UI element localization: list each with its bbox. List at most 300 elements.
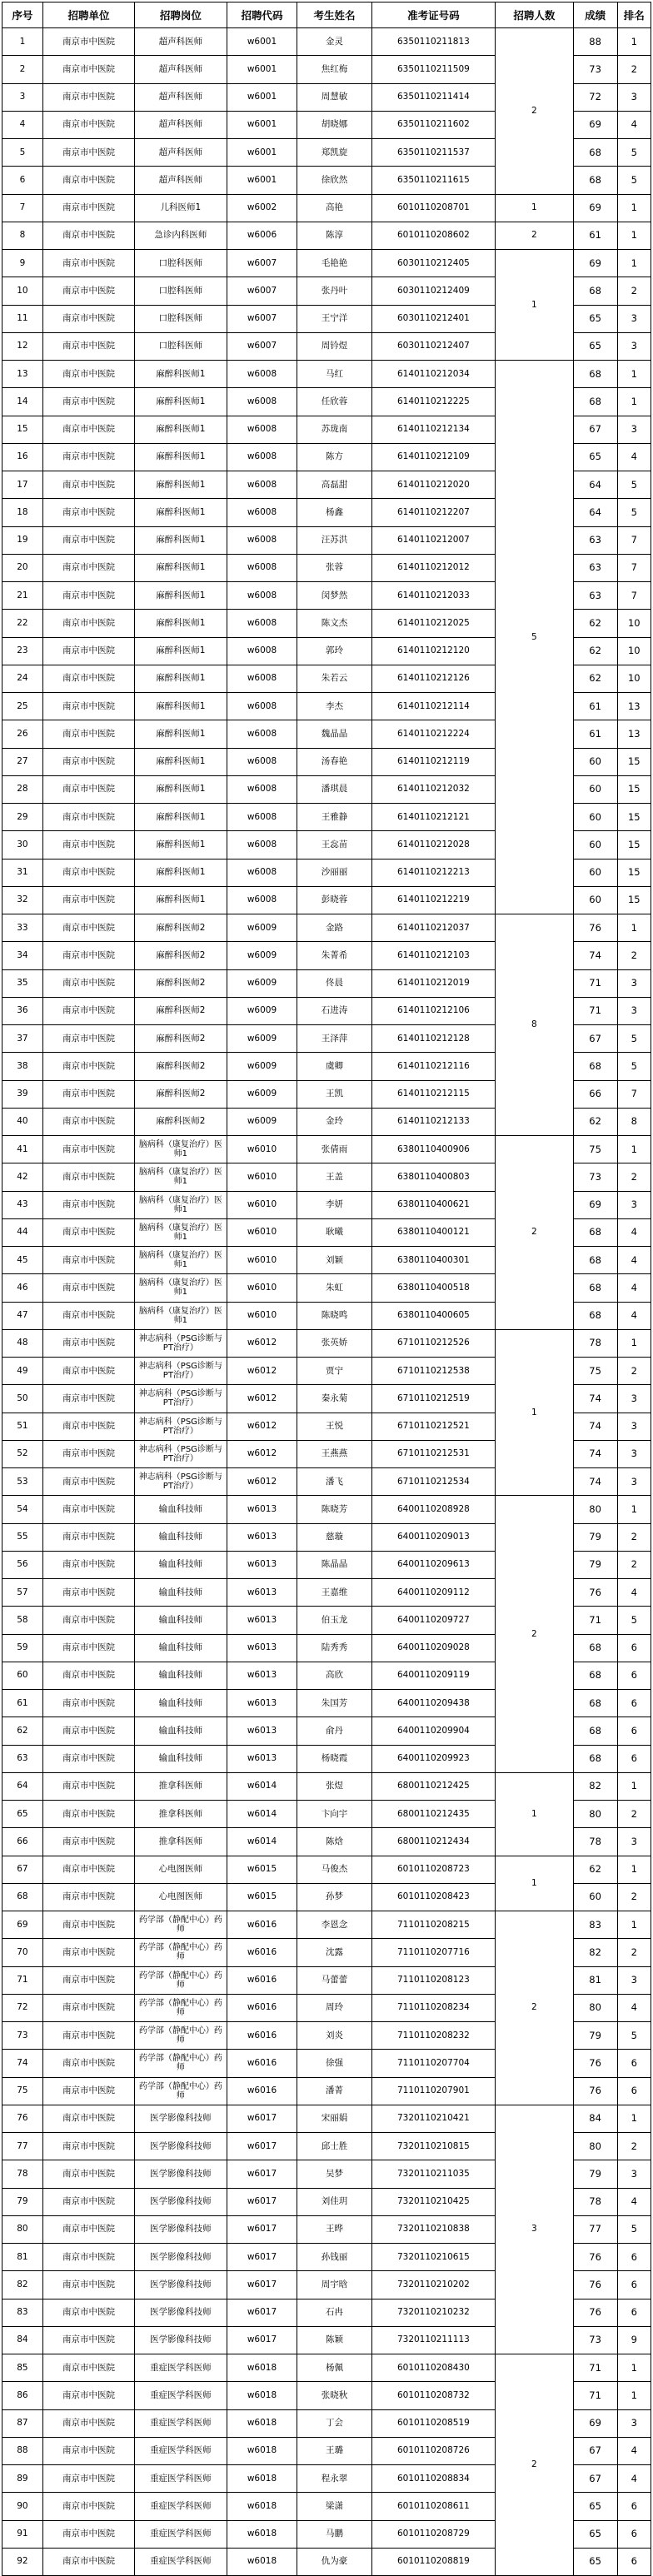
cell-seq: 92 [2,2548,43,2575]
cell-ticket: 7320110210232 [371,2299,496,2326]
cell-seq: 35 [2,969,43,997]
cell-name: 虞卿 [297,1053,371,1080]
recruitment-results-table [2,2,651,2576]
cell-unit: 南京市中医院 [42,2050,134,2077]
cell-position: 麻醉科医师1 [135,748,227,775]
cell-position: 神志病科（PSG诊断与PT治疗） [135,1358,227,1385]
table-row [2,1772,651,1800]
cell-rank: 1 [617,1136,651,1163]
cell-seq: 40 [2,1108,43,1135]
cell-unit: 南京市中医院 [42,942,134,969]
cell-rank: 2 [617,1801,651,1828]
cell-ticket: 7320110210838 [371,2215,496,2243]
cell-name: 朱菁希 [297,942,371,969]
cell-name: 马红 [297,361,371,388]
cell-seq: 11 [2,305,43,332]
cell-rank: 3 [617,997,651,1024]
cell-unit: 南京市中医院 [42,804,134,831]
cell-rank: 5 [617,2215,651,2243]
cell-quota: 5 [496,361,573,914]
cell-name: 王晔 [297,2215,371,2243]
cell-ticket: 6010110208423 [371,1883,496,1911]
cell-score: 82 [573,1772,617,1800]
cell-ticket: 6350110211602 [371,111,496,138]
cell-code: w6014 [227,1772,297,1800]
cell-code: w6016 [227,1939,297,1966]
cell-score: 68 [573,139,617,167]
cell-code: w6016 [227,2050,297,2077]
cell-ticket: 6140110212028 [371,831,496,859]
table-row [2,1136,651,1163]
cell-rank: 2 [617,1883,651,1911]
cell-seq: 7 [2,194,43,222]
cell-name: 石冉 [297,2299,371,2326]
cell-position: 重症医学科医师 [135,2493,227,2520]
cell-position: 输血科技师 [135,1523,227,1551]
cell-unit: 南京市中医院 [42,831,134,859]
cell-score: 65 [573,332,617,360]
cell-rank: 10 [617,665,651,692]
cell-score: 65 [573,2520,617,2548]
cell-seq: 43 [2,1191,43,1218]
cell-name: 陈焓 [297,1828,371,1856]
cell-position: 超声科医师 [135,28,227,56]
cell-position: 心电图医师 [135,1883,227,1911]
cell-rank: 6 [617,2548,651,2575]
cell-rank: 2 [617,942,651,969]
cell-ticket: 6140110212219 [371,886,496,914]
cell-ticket: 6010110208834 [371,2465,496,2493]
cell-unit: 南京市中医院 [42,388,134,416]
cell-name: 陈晶晶 [297,1551,371,1578]
cell-unit: 南京市中医院 [42,416,134,443]
cell-ticket: 6140110212133 [371,1108,496,1135]
cell-code: w6008 [227,748,297,775]
cell-unit: 南京市中医院 [42,2022,134,2050]
cell-name: 郑凯旋 [297,139,371,167]
cell-position: 输血科技师 [135,1551,227,1578]
cell-unit: 南京市中医院 [42,1939,134,1966]
cell-seq: 5 [2,139,43,167]
cell-rank: 5 [617,471,651,499]
cell-position: 超声科医师 [135,83,227,111]
cell-code: w6018 [227,2354,297,2382]
cell-name: 孙梦 [297,1883,371,1911]
cell-position: 麻醉科医师1 [135,720,227,748]
cell-score: 65 [573,2493,617,2520]
cell-ticket: 6140110212120 [371,637,496,665]
cell-rank: 6 [617,2271,651,2299]
cell-ticket: 6800110212435 [371,1801,496,1828]
cell-seq: 78 [2,2160,43,2188]
cell-score: 88 [573,28,617,56]
cell-score: 60 [573,748,617,775]
cell-name: 陈晓鸣 [297,1302,371,1329]
cell-name: 陈淳 [297,222,371,249]
cell-unit: 南京市中医院 [42,1745,134,1772]
cell-seq: 33 [2,914,43,942]
cell-ticket: 6140110212037 [371,914,496,942]
cell-rank: 5 [617,167,651,194]
cell-position: 麻醉科医师2 [135,942,227,969]
cell-position: 麻醉科医师1 [135,693,227,720]
cell-seq: 17 [2,471,43,499]
cell-quota: 1 [496,1329,573,1496]
cell-name: 焦红梅 [297,56,371,83]
cell-position: 口腔科医师 [135,277,227,305]
cell-ticket: 6030110212401 [371,305,496,332]
cell-ticket: 6140110212207 [371,499,496,526]
cell-code: w6017 [227,2105,297,2132]
cell-seq: 24 [2,665,43,692]
cell-code: w6008 [227,637,297,665]
cell-quota: 2 [496,2354,573,2576]
cell-ticket: 6140110212213 [371,859,496,886]
cell-unit: 南京市中医院 [42,443,134,471]
cell-code: w6008 [227,775,297,803]
cell-ticket: 6140110212032 [371,775,496,803]
cell-name: 王璐 [297,2437,371,2464]
cell-position: 麻醉科医师1 [135,775,227,803]
cell-code: w6008 [227,720,297,748]
cell-position: 超声科医师 [135,139,227,167]
cell-code: w6008 [227,582,297,610]
cell-ticket: 6140110212019 [371,969,496,997]
cell-name: 毛艳艳 [297,250,371,277]
cell-name: 陈方 [297,443,371,471]
cell-code: w6018 [227,2548,297,2575]
cell-unit: 南京市中医院 [42,2326,134,2354]
cell-name: 杨鑫 [297,499,371,526]
cell-score: 64 [573,499,617,526]
cell-position: 输血科技师 [135,1634,227,1662]
cell-name: 金玲 [297,1108,371,1135]
cell-position: 超声科医师 [135,111,227,138]
cell-rank: 3 [617,1440,651,1467]
cell-unit: 南京市中医院 [42,1025,134,1053]
cell-position: 麻醉科医师2 [135,914,227,942]
cell-unit: 南京市中医院 [42,1053,134,1080]
cell-unit: 南京市中医院 [42,720,134,748]
cell-name: 伯玉龙 [297,1607,371,1634]
cell-seq: 42 [2,1163,43,1191]
cell-seq: 8 [2,222,43,249]
cell-code: w6017 [227,2299,297,2326]
cell-position: 医学影像科技师 [135,2188,227,2215]
cell-code: w6001 [227,83,297,111]
cell-position: 药学部（静配中心）药师 [135,2022,227,2050]
cell-unit: 南京市中医院 [42,2105,134,2132]
cell-rank: 15 [617,831,651,859]
cell-rank: 4 [617,443,651,471]
cell-seq: 53 [2,1468,43,1496]
cell-seq: 12 [2,332,43,360]
cell-ticket: 6400110209028 [371,1634,496,1662]
cell-score: 80 [573,2133,617,2160]
cell-rank: 3 [617,1191,651,1218]
cell-unit: 南京市中医院 [42,1440,134,1467]
cell-unit: 南京市中医院 [42,28,134,56]
cell-rank: 1 [617,361,651,388]
cell-code: w6014 [227,1828,297,1856]
cell-score: 84 [573,2105,617,2132]
cell-score: 72 [573,83,617,111]
cell-ticket: 6710110212526 [371,1329,496,1357]
cell-position: 麻醉科医师2 [135,1080,227,1108]
cell-ticket: 7110110208123 [371,1966,496,1994]
cell-rank: 5 [617,1053,651,1080]
cell-unit: 南京市中医院 [42,554,134,581]
cell-seq: 88 [2,2437,43,2464]
cell-name: 朱国芳 [297,1690,371,1717]
cell-name: 沈露 [297,1939,371,1966]
cell-position: 医学影像科技师 [135,2215,227,2243]
cell-rank: 1 [617,194,651,222]
cell-score: 71 [573,997,617,1024]
cell-rank: 4 [617,2437,651,2464]
cell-code: w6016 [227,1966,297,1994]
cell-seq: 27 [2,748,43,775]
cell-unit: 南京市中医院 [42,665,134,692]
cell-score: 65 [573,2548,617,2575]
cell-seq: 55 [2,1523,43,1551]
cell-rank: 3 [617,83,651,111]
cell-ticket: 6400110209119 [371,1662,496,1689]
cell-code: w6015 [227,1883,297,1911]
cell-unit: 南京市中医院 [42,1856,134,1883]
cell-unit: 南京市中医院 [42,250,134,277]
cell-seq: 31 [2,859,43,886]
cell-ticket: 6800110212434 [371,1828,496,1856]
cell-name: 沙丽丽 [297,859,371,886]
cell-position: 医学影像科技师 [135,2160,227,2188]
cell-name: 陆秀秀 [297,1634,371,1662]
cell-name: 彭晓蓉 [297,886,371,914]
cell-code: w6008 [227,693,297,720]
cell-ticket: 6140110212224 [371,720,496,748]
cell-rank: 15 [617,859,651,886]
cell-code: w6008 [227,859,297,886]
cell-rank: 15 [617,804,651,831]
cell-position: 脑病科（康复治疗）医师1 [135,1136,227,1163]
cell-unit: 南京市中医院 [42,499,134,526]
cell-rank: 3 [617,305,651,332]
cell-rank: 7 [617,526,651,554]
cell-seq: 62 [2,1717,43,1745]
cell-rank: 9 [617,2326,651,2354]
cell-position: 输血科技师 [135,1607,227,1634]
header-quota: 招聘人数 [496,2,573,28]
cell-ticket: 6140110212116 [371,1053,496,1080]
cell-score: 78 [573,1828,617,1856]
cell-position: 重症医学科医师 [135,2548,227,2575]
cell-seq: 74 [2,2050,43,2077]
cell-ticket: 6140110212025 [371,610,496,637]
cell-position: 输血科技师 [135,1662,227,1689]
cell-code: w6007 [227,250,297,277]
cell-seq: 36 [2,997,43,1024]
cell-code: w6010 [227,1247,297,1274]
cell-score: 64 [573,471,617,499]
cell-position: 药学部（静配中心）药师 [135,1911,227,1939]
cell-seq: 64 [2,1772,43,1800]
cell-score: 74 [573,1413,617,1440]
cell-seq: 21 [2,582,43,610]
cell-score: 60 [573,859,617,886]
cell-name: 朱虹 [297,1274,371,1302]
cell-ticket: 6350110211537 [371,139,496,167]
cell-unit: 南京市中医院 [42,167,134,194]
cell-position: 口腔科医师 [135,250,227,277]
cell-name: 潘飞 [297,1468,371,1496]
cell-score: 68 [573,1662,617,1689]
cell-ticket: 6400110209923 [371,1745,496,1772]
cell-code: w6010 [227,1218,297,1246]
cell-ticket: 6140110212121 [371,804,496,831]
cell-code: w6013 [227,1579,297,1607]
cell-code: w6017 [227,2215,297,2243]
cell-code: w6009 [227,1053,297,1080]
cell-rank: 6 [617,1634,651,1662]
cell-position: 神志病科（PSG诊断与PT治疗） [135,1385,227,1413]
cell-rank: 13 [617,693,651,720]
cell-position: 推拿科医师 [135,1801,227,1828]
cell-rank: 4 [617,1302,651,1329]
cell-position: 输血科技师 [135,1745,227,1772]
cell-position: 神志病科（PSG诊断与PT治疗） [135,1440,227,1467]
cell-position: 麻醉科医师1 [135,859,227,886]
cell-seq: 22 [2,610,43,637]
cell-rank: 13 [617,720,651,748]
cell-position: 麻醉科医师1 [135,361,227,388]
cell-unit: 南京市中医院 [42,1358,134,1385]
cell-score: 68 [573,1717,617,1745]
table-row [2,2354,651,2382]
table-row [2,28,651,56]
cell-score: 69 [573,2409,617,2437]
cell-ticket: 6140110212119 [371,748,496,775]
cell-ticket: 6380110400121 [371,1218,496,1246]
cell-score: 62 [573,637,617,665]
cell-rank: 7 [617,554,651,581]
cell-ticket: 6710110212534 [371,1468,496,1496]
cell-position: 麻醉科医师1 [135,526,227,554]
cell-name: 张丹叶 [297,277,371,305]
cell-seq: 77 [2,2133,43,2160]
cell-name: 王燕燕 [297,1440,371,1467]
cell-seq: 61 [2,1690,43,1717]
cell-seq: 39 [2,1080,43,1108]
cell-code: w6001 [227,139,297,167]
cell-position: 麻醉科医师1 [135,804,227,831]
cell-ticket: 6030110212407 [371,332,496,360]
cell-rank: 3 [617,969,651,997]
cell-ticket: 6380110400803 [371,1163,496,1191]
cell-position: 推拿科医师 [135,1772,227,1800]
cell-ticket: 6400110209013 [371,1523,496,1551]
cell-score: 74 [573,1440,617,1467]
cell-name: 贾宁 [297,1358,371,1385]
cell-position: 药学部（静配中心）药师 [135,2077,227,2105]
cell-unit: 南京市中医院 [42,1413,134,1440]
cell-quota: 1 [496,1772,573,1856]
cell-seq: 9 [2,250,43,277]
cell-code: w6013 [227,1496,297,1523]
cell-score: 67 [573,416,617,443]
cell-ticket: 6140110212128 [371,1025,496,1053]
cell-seq: 44 [2,1218,43,1246]
cell-code: w6001 [227,167,297,194]
cell-code: w6013 [227,1690,297,1717]
cell-seq: 32 [2,886,43,914]
cell-ticket: 6140110212103 [371,942,496,969]
cell-score: 76 [573,2271,617,2299]
table-header-row [2,2,651,28]
cell-ticket: 7110110207901 [371,2077,496,2105]
cell-rank: 1 [617,1496,651,1523]
cell-ticket: 7320110210815 [371,2133,496,2160]
cell-ticket: 6140110212007 [371,526,496,554]
cell-seq: 71 [2,1966,43,1994]
cell-score: 71 [573,2354,617,2382]
cell-ticket: 6010110208729 [371,2520,496,2548]
cell-code: w6013 [227,1607,297,1634]
cell-unit: 南京市中医院 [42,2271,134,2299]
cell-rank: 4 [617,1218,651,1246]
cell-position: 麻醉科医师2 [135,1025,227,1053]
cell-rank: 4 [617,1247,651,1274]
cell-position: 重症医学科医师 [135,2409,227,2437]
cell-unit: 南京市中医院 [42,997,134,1024]
cell-seq: 68 [2,1883,43,1911]
cell-score: 79 [573,1523,617,1551]
cell-rank: 2 [617,1523,651,1551]
cell-position: 药学部（静配中心）药师 [135,1994,227,2021]
cell-unit: 南京市中医院 [42,2437,134,2464]
cell-code: w6013 [227,1717,297,1745]
cell-position: 脑病科（康复治疗）医师1 [135,1163,227,1191]
cell-code: w6013 [227,1551,297,1578]
cell-ticket: 7320110210202 [371,2271,496,2299]
cell-name: 石进涛 [297,997,371,1024]
cell-position: 药学部（静配中心）药师 [135,2050,227,2077]
cell-rank: 6 [617,2244,651,2271]
cell-code: w6017 [227,2133,297,2160]
cell-ticket: 6140110212134 [371,416,496,443]
cell-unit: 南京市中医院 [42,1218,134,1246]
cell-position: 麻醉科医师1 [135,886,227,914]
cell-ticket: 6380110400301 [371,1247,496,1274]
cell-unit: 南京市中医院 [42,1883,134,1911]
cell-unit: 南京市中医院 [42,1579,134,1607]
cell-rank: 6 [617,1717,651,1745]
cell-code: w6017 [227,2244,297,2271]
cell-code: w6008 [227,804,297,831]
cell-code: w6008 [227,499,297,526]
cell-code: w6001 [227,28,297,56]
cell-code: w6010 [227,1274,297,1302]
cell-unit: 南京市中医院 [42,83,134,111]
cell-score: 68 [573,1053,617,1080]
header-name: 考生姓名 [297,2,371,28]
cell-position: 口腔科医师 [135,305,227,332]
cell-unit: 南京市中医院 [42,2520,134,2548]
cell-position: 神志病科（PSG诊断与PT治疗） [135,1468,227,1496]
cell-score: 65 [573,305,617,332]
table-row [2,222,651,249]
cell-rank: 4 [617,1274,651,1302]
cell-unit: 南京市中医院 [42,2244,134,2271]
